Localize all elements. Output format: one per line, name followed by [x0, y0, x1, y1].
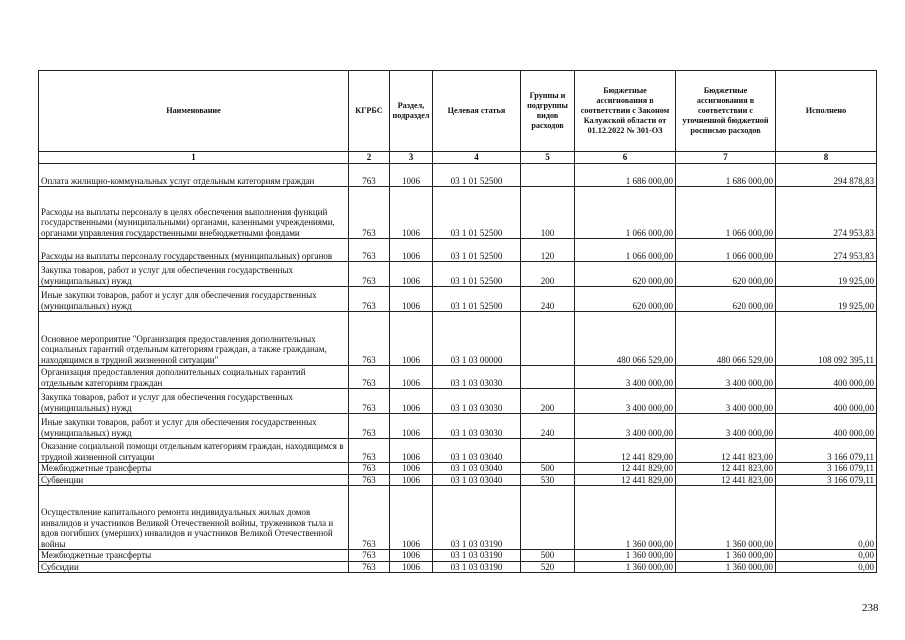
row-target-article: 03 1 03 03030 [433, 366, 521, 389]
column-number: 3 [390, 152, 433, 164]
row-expense-group [521, 366, 575, 389]
row-kgrbs: 763 [349, 561, 390, 573]
row-executed: 0,00 [776, 550, 877, 562]
row-budget-revised: 1 066 000,00 [676, 239, 776, 262]
budget-execution-table [38, 70, 877, 573]
row-budget-revised: 480 066 529,00 [676, 312, 776, 366]
row-budget-law: 3 400 000,00 [575, 366, 676, 389]
row-executed: 400 000,00 [776, 414, 877, 439]
row-section: 1006 [390, 463, 433, 475]
row-expense-group: 240 [521, 414, 575, 439]
row-section: 1006 [390, 474, 433, 486]
table-row [39, 187, 877, 239]
row-name: Оплата жилищно-коммунальных услуг отдельным категориям граждан [39, 164, 349, 187]
row-executed: 3 166 079,11 [776, 463, 877, 475]
row-name: Закупка товаров, работ и услуг для обеспечения государственных (муниципальных) нужд [39, 389, 349, 414]
row-target-article: 03 1 01 52500 [433, 187, 521, 239]
row-budget-law: 620 000,00 [575, 287, 676, 312]
header-expense-group: Группы и подгруппы видов расходов [521, 71, 575, 152]
table-row [39, 312, 877, 366]
row-budget-law: 1 360 000,00 [575, 561, 676, 573]
table-row [39, 439, 877, 463]
row-kgrbs: 763 [349, 414, 390, 439]
row-section: 1006 [390, 239, 433, 262]
row-expense-group: 500 [521, 550, 575, 562]
row-budget-law: 1 066 000,00 [575, 187, 676, 239]
row-executed: 3 166 079,11 [776, 474, 877, 486]
row-kgrbs: 763 [349, 389, 390, 414]
header-target-article: Целевая статья [433, 71, 521, 152]
row-section: 1006 [390, 389, 433, 414]
column-number: 5 [521, 152, 575, 164]
row-expense-group: 500 [521, 463, 575, 475]
row-budget-revised: 1 360 000,00 [676, 486, 776, 550]
table-row [39, 389, 877, 414]
row-name: Оказание социальной помощи отдельным категориям граждан, находящимся в трудной жизненной ситуации [39, 439, 349, 463]
row-expense-group [521, 439, 575, 463]
table-row [39, 262, 877, 287]
row-kgrbs: 763 [349, 312, 390, 366]
row-executed: 3 166 079,11 [776, 439, 877, 463]
row-name: Межбюджетные трансферты [39, 550, 349, 562]
row-expense-group: 240 [521, 287, 575, 312]
row-kgrbs: 763 [349, 164, 390, 187]
row-name: Закупка товаров, работ и услуг для обеспечения государственных (муниципальных) нужд [39, 262, 349, 287]
row-budget-law: 1 686 000,00 [575, 164, 676, 187]
table-row [39, 287, 877, 312]
row-section: 1006 [390, 414, 433, 439]
row-kgrbs: 763 [349, 287, 390, 312]
row-executed: 400 000,00 [776, 366, 877, 389]
row-name: Субвенции [39, 474, 349, 486]
row-name: Межбюджетные трансферты [39, 463, 349, 475]
row-budget-law: 12 441 829,00 [575, 439, 676, 463]
row-target-article: 03 1 03 03040 [433, 474, 521, 486]
row-section: 1006 [390, 550, 433, 562]
column-number-row [39, 152, 877, 164]
row-name: Основное мероприятие "Организация предоставления дополнительных социальных гарантий отдельным категориям граждан, а также гражданам, находящимся в трудной жизненной ситуации" [39, 312, 349, 366]
row-executed: 0,00 [776, 561, 877, 573]
row-expense-group: 520 [521, 561, 575, 573]
row-name: Субсидии [39, 561, 349, 573]
row-budget-revised: 1 360 000,00 [676, 561, 776, 573]
table-header-row [39, 71, 877, 152]
header-kgrbs: КГРБС [349, 71, 390, 152]
row-budget-revised: 3 400 000,00 [676, 414, 776, 439]
row-kgrbs: 763 [349, 239, 390, 262]
row-expense-group [521, 486, 575, 550]
row-budget-law: 3 400 000,00 [575, 389, 676, 414]
row-expense-group: 120 [521, 239, 575, 262]
row-executed: 19 925,00 [776, 262, 877, 287]
row-executed: 400 000,00 [776, 389, 877, 414]
row-section: 1006 [390, 486, 433, 550]
row-section: 1006 [390, 262, 433, 287]
row-name: Иные закупки товаров, работ и услуг для обеспечения государственных (муниципальных) нужд [39, 414, 349, 439]
row-budget-revised: 12 441 823,00 [676, 474, 776, 486]
row-budget-revised: 3 400 000,00 [676, 389, 776, 414]
row-expense-group: 200 [521, 262, 575, 287]
row-kgrbs: 763 [349, 474, 390, 486]
table-row [39, 239, 877, 262]
column-number: 6 [575, 152, 676, 164]
row-name: Иные закупки товаров, работ и услуг для обеспечения государственных (муниципальных) нужд [39, 287, 349, 312]
row-target-article: 03 1 03 03190 [433, 486, 521, 550]
row-executed: 19 925,00 [776, 287, 877, 312]
row-target-article: 03 1 01 52500 [433, 164, 521, 187]
row-section: 1006 [390, 164, 433, 187]
table-row [39, 550, 877, 562]
column-number: 8 [776, 152, 877, 164]
column-number: 2 [349, 152, 390, 164]
row-budget-revised: 12 441 823,00 [676, 439, 776, 463]
header-name: Наименование [39, 71, 349, 152]
row-section: 1006 [390, 561, 433, 573]
header-budget-law: Бюджетные ассигнования в соответствии с Законом Калужской области от 01.12.2022 № 301-ОЗ [575, 71, 676, 152]
row-budget-law: 12 441 829,00 [575, 463, 676, 475]
row-budget-law: 1 360 000,00 [575, 550, 676, 562]
row-section: 1006 [390, 187, 433, 239]
row-expense-group: 100 [521, 187, 575, 239]
table-row [39, 164, 877, 187]
table-body [39, 164, 877, 573]
table-row [39, 463, 877, 475]
row-budget-law: 1 360 000,00 [575, 486, 676, 550]
header-budget-revised: Бюджетные ассигнования в соответствии с уточненной бюджетной росписью расходов [676, 71, 776, 152]
row-target-article: 03 1 03 03040 [433, 463, 521, 475]
row-expense-group: 200 [521, 389, 575, 414]
row-budget-law: 620 000,00 [575, 262, 676, 287]
row-budget-law: 480 066 529,00 [575, 312, 676, 366]
row-target-article: 03 1 03 03030 [433, 389, 521, 414]
table-row [39, 414, 877, 439]
row-target-article: 03 1 03 00000 [433, 312, 521, 366]
page-number: 238 [862, 602, 879, 614]
row-budget-revised: 1 360 000,00 [676, 550, 776, 562]
row-budget-law: 12 441 829,00 [575, 474, 676, 486]
row-kgrbs: 763 [349, 439, 390, 463]
row-target-article: 03 1 03 03040 [433, 439, 521, 463]
row-budget-law: 1 066 000,00 [575, 239, 676, 262]
row-kgrbs: 763 [349, 486, 390, 550]
header-executed: Исполнено [776, 71, 877, 152]
row-target-article: 03 1 03 03190 [433, 561, 521, 573]
row-budget-revised: 1 066 000,00 [676, 187, 776, 239]
row-expense-group [521, 312, 575, 366]
column-number: 7 [676, 152, 776, 164]
row-executed: 274 953,83 [776, 187, 877, 239]
row-budget-revised: 3 400 000,00 [676, 366, 776, 389]
row-section: 1006 [390, 312, 433, 366]
header-section: Раздел, подраздел [390, 71, 433, 152]
row-budget-revised: 12 441 823,00 [676, 463, 776, 475]
row-section: 1006 [390, 366, 433, 389]
row-section: 1006 [390, 439, 433, 463]
row-budget-revised: 620 000,00 [676, 262, 776, 287]
row-kgrbs: 763 [349, 366, 390, 389]
row-target-article: 03 1 01 52500 [433, 287, 521, 312]
row-executed: 108 092 395,11 [776, 312, 877, 366]
table-row [39, 474, 877, 486]
table-row [39, 486, 877, 550]
row-target-article: 03 1 01 52500 [433, 239, 521, 262]
row-kgrbs: 763 [349, 550, 390, 562]
row-target-article: 03 1 03 03190 [433, 550, 521, 562]
row-budget-revised: 1 686 000,00 [676, 164, 776, 187]
row-budget-revised: 620 000,00 [676, 287, 776, 312]
table-row [39, 561, 877, 573]
row-name: Организация предоставления дополнительных социальных гарантий отдельным категориям граждан [39, 366, 349, 389]
row-executed: 274 953,83 [776, 239, 877, 262]
row-kgrbs: 763 [349, 463, 390, 475]
row-expense-group: 530 [521, 474, 575, 486]
row-executed: 0,00 [776, 486, 877, 550]
row-name: Осуществление капитального ремонта индивидуальных жилых домов инвалидов и участников Великой Отечественной войны, тружеников тыла и вдов погибших (умерших) инвалидов и участников Великой Отечественной войны [39, 486, 349, 550]
column-number: 4 [433, 152, 521, 164]
row-budget-law: 3 400 000,00 [575, 414, 676, 439]
row-kgrbs: 763 [349, 187, 390, 239]
row-name: Расходы на выплаты персоналу в целях обеспечения выполнения функций государственными (муниципальными) органами, казенными учреждениями, органами управления государственными внебюджетными фондами [39, 187, 349, 239]
row-section: 1006 [390, 287, 433, 312]
row-expense-group [521, 164, 575, 187]
row-target-article: 03 1 03 03030 [433, 414, 521, 439]
row-kgrbs: 763 [349, 262, 390, 287]
table-row [39, 366, 877, 389]
row-executed: 294 878,83 [776, 164, 877, 187]
row-name: Расходы на выплаты персоналу государственных (муниципальных) органов [39, 239, 349, 262]
row-target-article: 03 1 01 52500 [433, 262, 521, 287]
column-number: 1 [39, 152, 349, 164]
